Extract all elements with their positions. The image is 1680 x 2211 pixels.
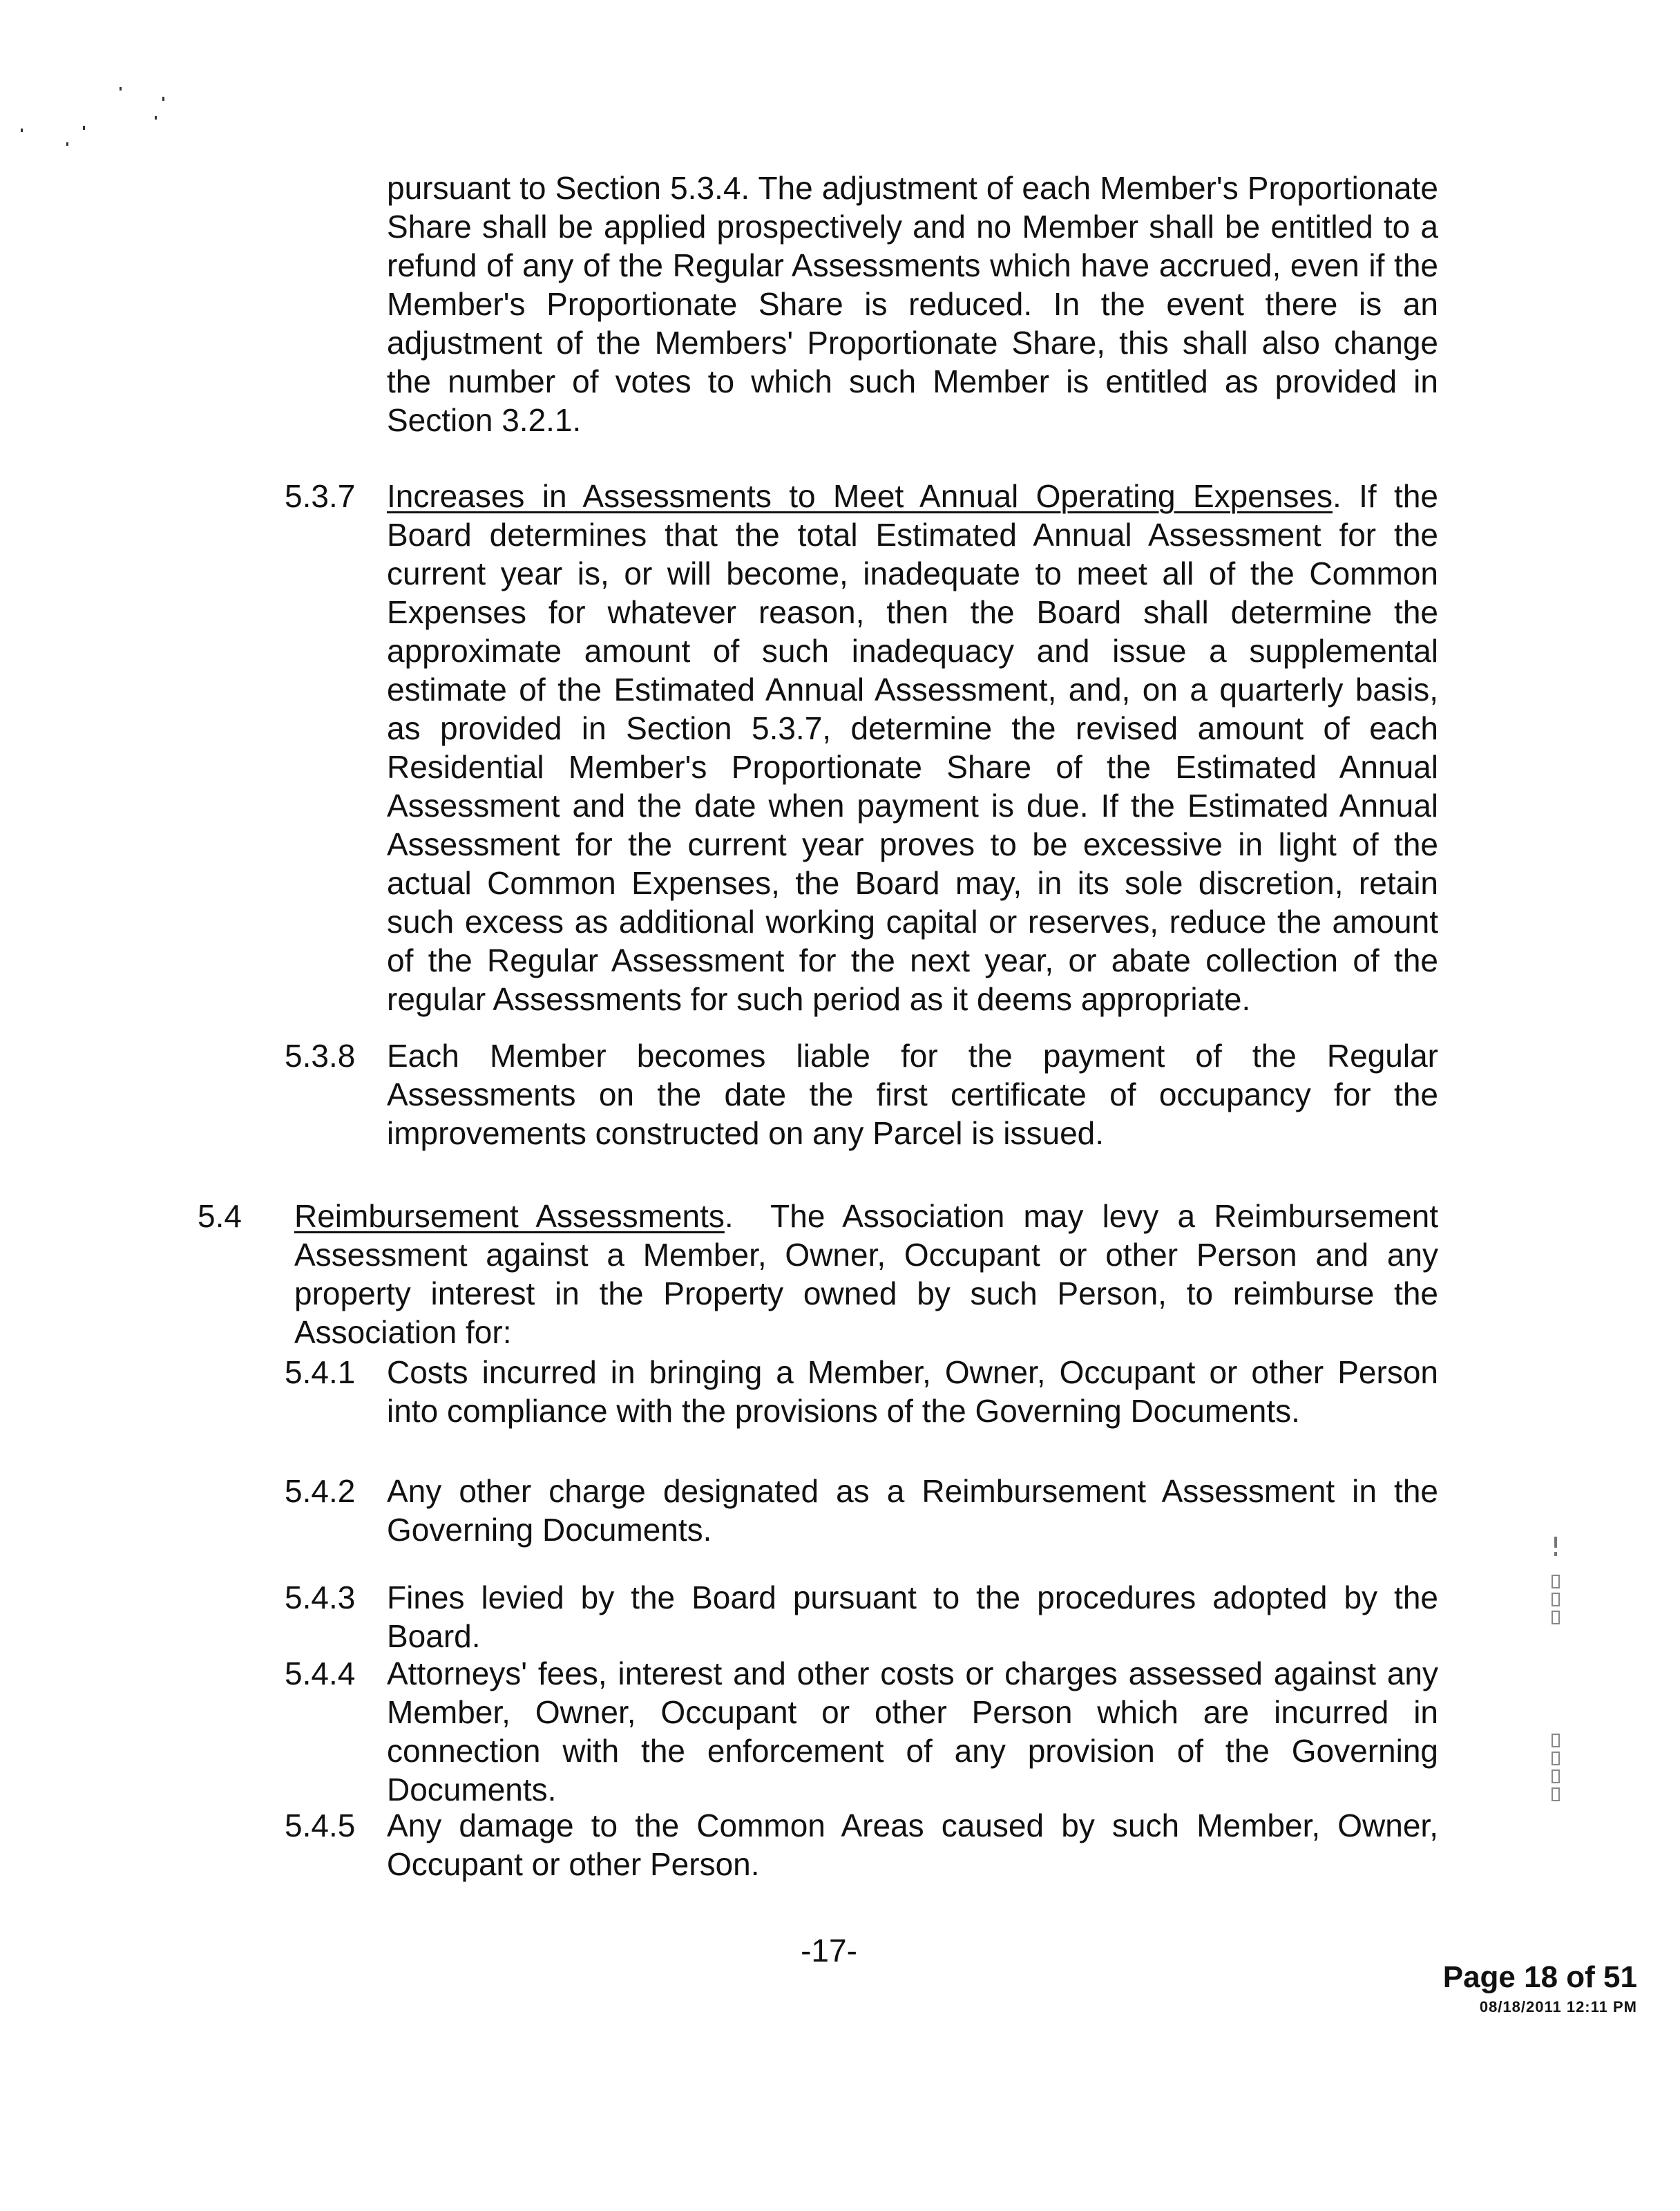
clause-number: 5.4.5 xyxy=(285,1807,356,1843)
recording-stamp-mark xyxy=(1540,1534,1575,1866)
clause-text: Any other charge designated as a Reimbursement Assessment in the Governing Documents. xyxy=(387,1473,1438,1548)
section-5-4 xyxy=(198,1197,1438,1351)
section-heading: Reimbursement Assessments xyxy=(294,1198,725,1234)
clause-5-4-4 xyxy=(285,1654,1438,1809)
clause-number: 5.3.8 xyxy=(285,1038,356,1074)
clause-number: 5.3.7 xyxy=(285,478,356,514)
clause-body: If the Board determines that the total Estimated Annual Assessment for the current year is, or will become, inadequate to meet all of the Common Expenses for whatever reason, then the Board shall determine the approximate amount of such inadequacy and issue a supplemental estimate of the Estimated Annual Assessment, and, on a quarterly basis, as provided in Section 5.3.7, determine the revised amount of each Residential Member's Proportionate Share of the Estimated Annual Assessment and the date when payment is due. If the Estimated Annual Assessment for the current year proves to be excessive in light of the actual Common Expenses, the Board may, in its sole discretion, retain such excess as additional working capital or reserves, reduce the amount of the Regular Assessment for the next year, or abate collection of the regular Assessments for such period as it deems appropriate. xyxy=(387,478,1438,1017)
clause-text: Increases in Assessments to Meet Annual Operating Expenses. If the Board determines that the total Estimated Annual Assessment for the current year is, or will become, inadequate to meet all of the Common Expenses for whatever reason, then the Board shall determine the approximate amount of such inadequacy and issue a supplemental estimate of the Estimated Annual Assessment, and, on a quarterly basis, as provided in Section 5.3.7, determine the revised amount of each Residential Member's Proportionate Share of the Estimated Annual Assessment and the date when payment is due. If the Estimated Annual Assessment for the current year proves to be excessive in light of the actual Common Expenses, the Board may, in its sole discretion, retain such excess as additional working capital or reserves, reduce the amount of the Regular Assessment for the next year, or abate collection of the regular Assessments for such period as it deems appropriate. xyxy=(387,478,1438,1017)
clause-5-4-1 xyxy=(285,1353,1438,1430)
clause-number: 5.4.1 xyxy=(285,1354,356,1390)
clause-number: 5.4.2 xyxy=(285,1473,356,1509)
clause-number: 5.4.3 xyxy=(285,1579,356,1615)
clause-text: Any damage to the Common Areas caused by such Member, Owner, Occupant or other Person. xyxy=(387,1807,1438,1882)
clause-heading: Increases in Assessments to Meet Annual Operating Expenses xyxy=(387,478,1333,514)
clause-5-3-8 xyxy=(285,1036,1438,1152)
continuation-paragraph: pursuant to Section 5.3.4. The adjustment of each Member's Proportionate Share shall be applied prospectively and no Member shall be entitled to a refund of any of the Regular Assessments which have accrued, even if the Member's Proportionate Share is reduced. In the event there is an adjustment of the Members' Proportionate Share, this shall also change the number of votes to which such Member is entitled as provided in Section 3.2.1. xyxy=(387,170,1438,438)
page-number: -17- xyxy=(801,1933,857,1968)
clause-text: Fines levied by the Board pursuant to the procedures adopted by the Board. xyxy=(387,1579,1438,1654)
clause-5-4-2 xyxy=(285,1472,1438,1549)
clause-5-3-7 xyxy=(285,477,1438,1018)
clause-text: Each Member becomes liable for the payment of the Regular Assessments on the date the first certificate of occupancy for the improvements constructed on any Parcel is issued. xyxy=(387,1038,1438,1151)
clause-5-4-3 xyxy=(285,1578,1438,1655)
clause-text: Attorneys' fees, interest and other costs or charges assessed against any Member, Owner, Occupant or other Person which are incurred in connection with the enforcement of any provision of the Governing Documents. xyxy=(387,1655,1438,1807)
clause-number: 5.4.4 xyxy=(285,1655,356,1691)
page-of-counter: Page 18 of 51 xyxy=(1442,1960,1637,1994)
section-body: The Association may levy a Reimbursement Assessment against a Member, Owner, Occupant or other Person and any property interest in the Property owned by such Person, to reimburse the Association for: xyxy=(294,1198,1438,1350)
clause-5-4-5 xyxy=(285,1806,1438,1883)
clause-text: Costs incurred in bringing a Member, Owner, Occupant or other Person into compliance with the provisions of the Governing Documents. xyxy=(387,1354,1438,1429)
timestamp: 08/18/2011 12:11 PM xyxy=(1479,1998,1637,2015)
scan-specks xyxy=(21,76,200,159)
section-text: Reimbursement Assessments. The Association may levy a Reimbursement Assessment against a Member, Owner, Occupant or other Person and any property interest in the Property owned by such Person, to reimburse the Association for: xyxy=(294,1198,1438,1350)
section-number: 5.4 xyxy=(198,1198,242,1234)
